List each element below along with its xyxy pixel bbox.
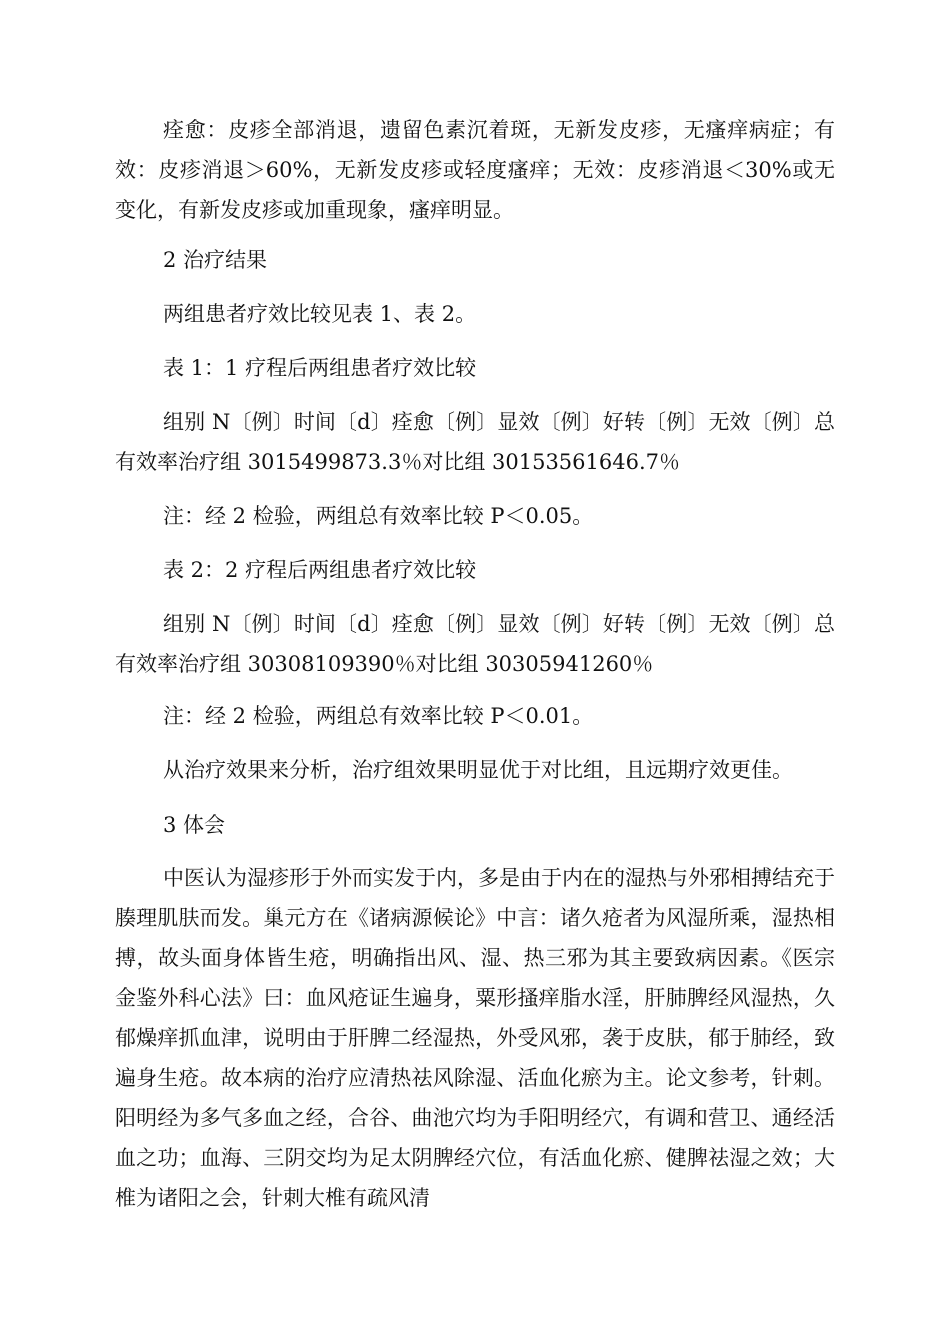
table2-note: 注：经 2 检验，两组总有效率比较 P＜0.01。 (163, 704, 594, 728)
table1-note: 注：经 2 检验，两组总有效率比较 P＜0.05。 (163, 504, 594, 528)
table2-content: 组别 N〔例〕时间〔d〕痊愈〔例〕显效〔例〕好转〔例〕无效〔例〕总有效率治疗组 30308109390％对比组 30305941260％ (115, 612, 835, 676)
section-heading-results: 2 治疗结果 (163, 248, 268, 272)
table1-caption: 表 1：1 疗程后两组患者疗效比较 (163, 356, 477, 380)
table1-content: 组别 N〔例〕时间〔d〕痊愈〔例〕显效〔例〕好转〔例〕无效〔例〕总有效率治疗组 3015499873.3％对比组 30153561646.7％ (115, 410, 835, 474)
conclusion-paragraph: 从治疗效果来分析，治疗组效果明显优于对比组，且远期疗效更佳。 (163, 758, 793, 782)
results-intro-paragraph: 两组患者疗效比较见表 1、表 2。 (163, 302, 477, 326)
discussion-paragraph: 中医认为湿疹形于外而实发于内，多是由于内在的湿热与外邪相搏结充于腠理肌肤而发。巢元方在《诸病源候论》中言：诸久疮者为风湿所乘，湿热相搏，故头面身体皆生疮，明确指出风、湿、热三邪为其主要致病因素。《医宗金鉴外科心法》曰：血风疮证生遍身，粟形搔痒脂水淫，肝肺脾经风湿热，久郁燥痒抓血津，说明由于肝脾二经湿热，外受风邪，袭于皮肤，郁于肺经，致遍身生疮。故本病的治疗应清热祛风除湿、活血化瘀为主。论文参考，针刺。阳明经为多气多血之经，合谷、曲池穴均为手阳明经穴，有调和营卫、通经活血之功；血海、三阴交均为足太阴脾经穴位，有活血化瘀、健脾祛湿之效；大椎为诸阳之会，针刺大椎有疏风清 (115, 866, 835, 1210)
section-heading-experience: 3 体会 (163, 813, 226, 837)
criteria-paragraph: 痊愈：皮疹全部消退，遗留色素沉着斑，无新发皮疹，无瘙痒病症；有效：皮疹消退＞60%，无新发皮疹或轻度瘙痒；无效：皮疹消退＜30%或无变化，有新发皮疹或加重现象，瘙痒明显。 (115, 118, 835, 222)
table2-caption: 表 2：2 疗程后两组患者疗效比较 (163, 558, 477, 582)
